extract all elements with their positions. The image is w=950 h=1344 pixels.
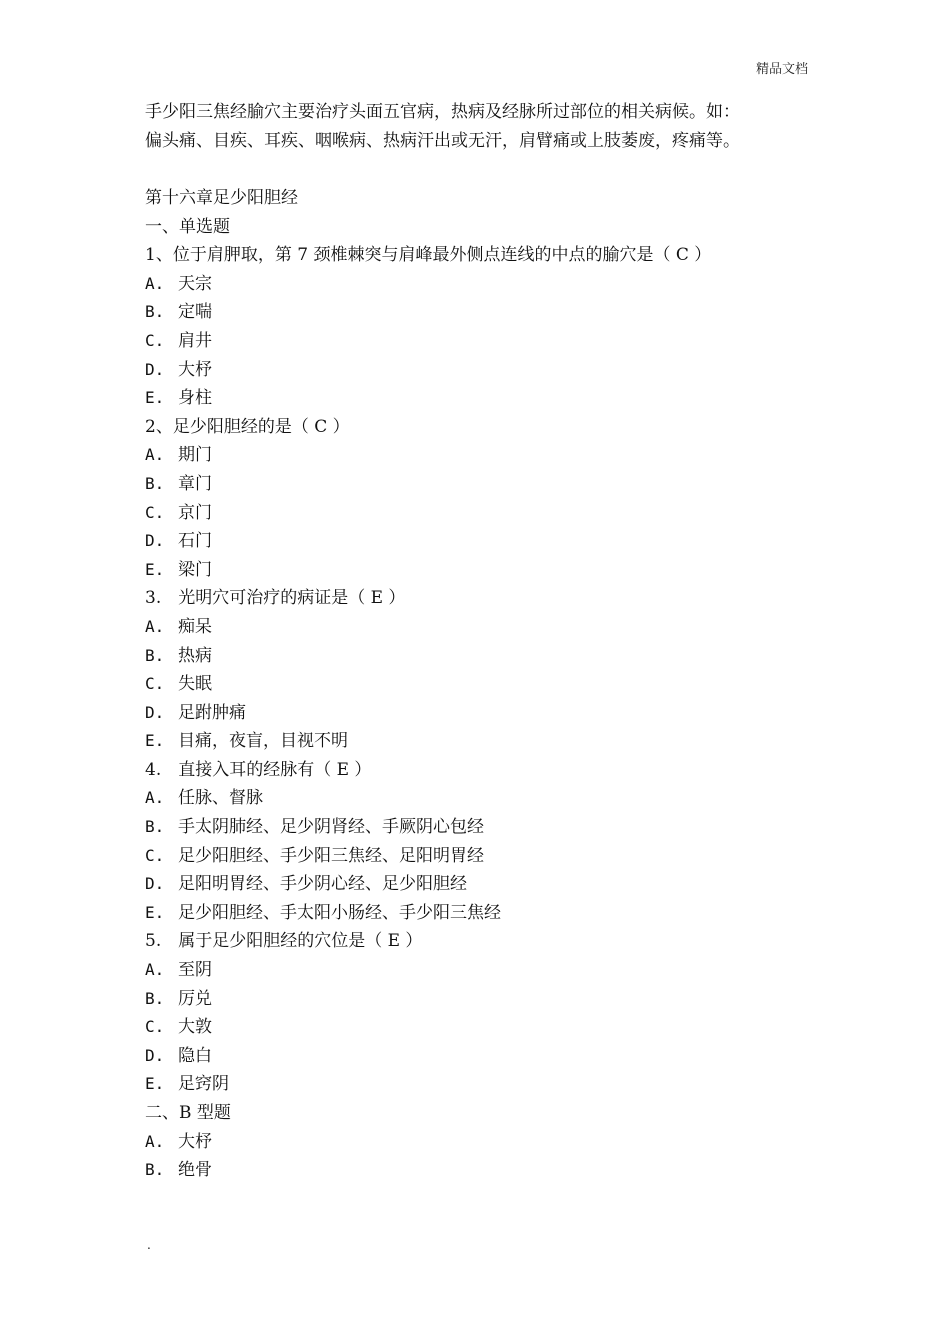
answer-option — [145, 1013, 825, 1042]
answer-option — [145, 298, 825, 327]
question-block — [145, 756, 825, 928]
option-letter: D. — [145, 1045, 165, 1065]
option-text: 足跗肿痛 — [178, 702, 246, 723]
answer-option — [145, 956, 825, 985]
intro-line-1: 手少阳三焦经腧穴主要治疗头面五官病，热病及经脉所过部位的相关病候。如： — [145, 102, 740, 122]
answer-option — [145, 670, 825, 699]
option-letter: B. — [145, 988, 165, 1008]
option-text: 足阳明胃经、手少阴心经、足少阳胆经 — [178, 874, 467, 895]
option-letter: E. — [145, 902, 165, 922]
option-text: 热病 — [178, 645, 212, 666]
option-letter: B. — [145, 302, 165, 322]
answer-option — [145, 613, 825, 642]
option-text: 肩井 — [178, 330, 212, 351]
option-letter: D. — [145, 702, 165, 722]
option-text: 足少阳胆经、手太阳小肠经、手少阳三焦经 — [178, 902, 501, 923]
option-text: 失眠 — [178, 674, 212, 695]
option-letter: A. — [145, 1131, 165, 1151]
option-text: 足少阳胆经、手少阳三焦经、足阳明胃经 — [178, 845, 484, 866]
answer-option — [145, 270, 825, 299]
option-letter: B. — [145, 473, 165, 493]
answer-option — [145, 642, 825, 671]
option-text: 章门 — [178, 473, 212, 494]
option-text: 石门 — [178, 531, 212, 552]
option-letter: D. — [145, 874, 165, 894]
option-text: 大敦 — [178, 1017, 212, 1038]
option-letter: A. — [145, 960, 165, 980]
document-body — [145, 98, 825, 1185]
answer-option — [145, 1128, 825, 1157]
option-letter: C. — [145, 330, 165, 350]
option-letter: D. — [145, 531, 165, 551]
b-type-option-list — [145, 1128, 825, 1185]
answer-option — [145, 899, 825, 928]
answer-option — [145, 1070, 825, 1099]
question-text: 5. 属于足少阳胆经的穴位是（ E ） — [145, 931, 423, 952]
option-text: 隐白 — [178, 1045, 212, 1066]
answer-option — [145, 556, 825, 585]
option-text: 痴呆 — [178, 616, 212, 637]
question-block — [145, 413, 825, 585]
option-text: 手太阴肺经、足少阴肾经、手厥阴心包经 — [178, 817, 484, 838]
option-text: 任脉、督脉 — [178, 788, 263, 809]
option-letter: C. — [145, 1017, 165, 1037]
option-letter: A. — [145, 788, 165, 808]
section-heading-single-choice: 一、单选题 — [145, 216, 230, 237]
answer-option — [145, 842, 825, 871]
option-text: 梁门 — [178, 559, 212, 580]
answer-option — [145, 327, 825, 356]
option-text: 目痛，夜盲，目视不明 — [178, 731, 348, 752]
question-block — [145, 241, 825, 413]
option-text: 京门 — [178, 502, 212, 523]
answer-option — [145, 813, 825, 842]
answer-option — [145, 384, 825, 413]
answer-option — [145, 727, 825, 756]
option-text: 定喘 — [178, 302, 212, 323]
answer-option — [145, 784, 825, 813]
option-text: 大杼 — [178, 359, 212, 380]
question-text: 1、位于肩胛取，第 7 颈椎棘突与肩峰最外侧点连线的中点的腧穴是（ C ） — [145, 245, 712, 266]
option-letter: E. — [145, 1074, 165, 1094]
question-text: 2、足少阳胆经的是（ C ） — [145, 416, 350, 437]
option-text: 足窍阴 — [178, 1074, 229, 1095]
option-letter: C. — [145, 502, 165, 522]
footer-mark: . — [147, 1238, 151, 1252]
answer-option — [145, 1156, 825, 1185]
option-text: 身柱 — [178, 388, 212, 409]
answer-option — [145, 527, 825, 556]
option-letter: B. — [145, 817, 165, 837]
page-header-label: 精品文档 — [755, 62, 808, 77]
chapter-title: 第十六章足少阳胆经 — [145, 188, 298, 208]
option-letter: E. — [145, 388, 165, 408]
option-letter: D. — [145, 359, 165, 379]
question-block — [145, 584, 825, 756]
question-text: 4. 直接入耳的经脉有（ E ） — [145, 759, 372, 780]
section-heading-b-type: 二、B 型题 — [145, 1103, 231, 1123]
option-letter: B. — [145, 645, 165, 665]
question-text: 3. 光明穴可治疗的病证是（ E ） — [145, 588, 406, 609]
option-text: 大杼 — [178, 1131, 212, 1152]
option-letter: E. — [145, 731, 165, 751]
option-text: 期门 — [178, 445, 212, 466]
option-letter: A. — [145, 445, 165, 465]
option-letter: E. — [145, 559, 165, 579]
answer-option — [145, 356, 825, 385]
answer-option — [145, 870, 825, 899]
answer-option — [145, 985, 825, 1014]
answer-option — [145, 470, 825, 499]
intro-paragraph — [145, 98, 825, 156]
option-text: 厉兑 — [178, 988, 212, 1009]
option-letter: B. — [145, 1160, 165, 1180]
answer-option — [145, 699, 825, 728]
intro-line-2: 偏头痛、目疾、耳疾、咽喉病、热病汗出或无汗，肩臂痛或上肢萎废，疼痛等。 — [145, 131, 740, 151]
option-letter: C. — [145, 674, 165, 694]
option-text: 至阴 — [178, 960, 212, 981]
option-letter: A. — [145, 273, 165, 293]
question-list — [145, 241, 825, 1099]
option-text: 天宗 — [178, 273, 212, 294]
answer-option — [145, 1042, 825, 1071]
option-letter: C. — [145, 845, 165, 865]
question-block — [145, 927, 825, 1099]
option-letter: A. — [145, 616, 165, 636]
answer-option — [145, 499, 825, 528]
answer-option — [145, 441, 825, 470]
option-text: 绝骨 — [178, 1160, 212, 1181]
